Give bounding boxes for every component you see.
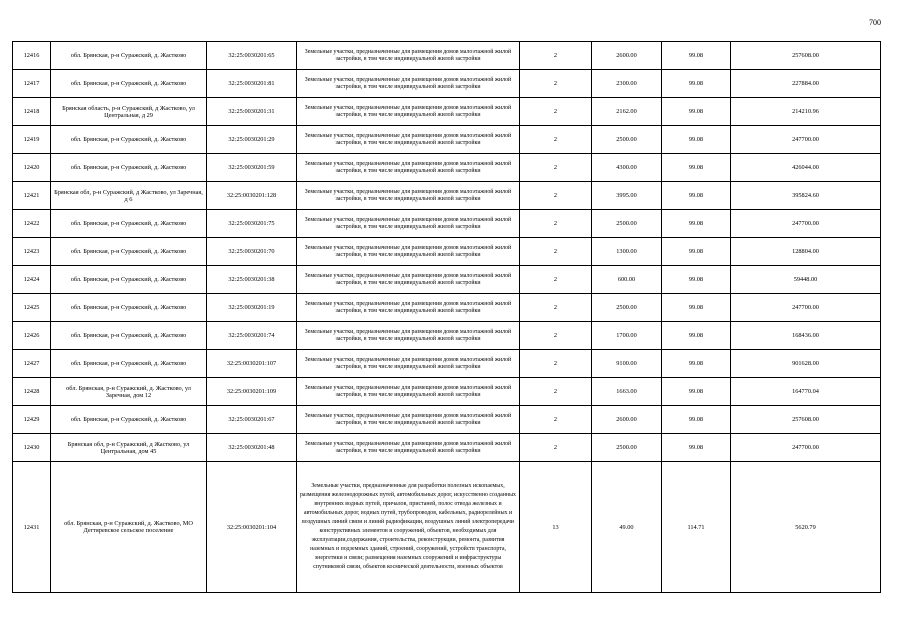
land-use-description-cell: Земельные участки, предназначенные для размещения домов малоэтажной жилой застройки, в том числе индивидуальной жилой застройки: [297, 126, 520, 154]
row-number-cell: 12423: [13, 238, 51, 266]
land-group-cell: 2: [520, 406, 592, 434]
area-cell: 1663.00: [592, 378, 662, 406]
specific-value-cell: 99.08: [662, 154, 731, 182]
cadastral-number-cell: 32:25:0030201:38: [207, 266, 297, 294]
land-group-cell: 2: [520, 434, 592, 462]
land-group-cell: 2: [520, 238, 592, 266]
area-cell: 2162.00: [592, 98, 662, 126]
row-number-cell: 12427: [13, 350, 51, 378]
cadastral-number-cell: 32:25:0030201:65: [207, 42, 297, 70]
address-cell: обл. Брянская, р-н Суражский, д. Жастково: [51, 266, 207, 294]
land-use-description-cell: Земельные участки, предназначенные для размещения домов малоэтажной жилой застройки, в том числе индивидуальной жилой застройки: [297, 42, 520, 70]
table-row: [13, 350, 881, 378]
row-number-cell: 12418: [13, 98, 51, 126]
land-group-cell: 2: [520, 378, 592, 406]
row-number-cell: 12417: [13, 70, 51, 98]
specific-value-cell: 99.08: [662, 266, 731, 294]
table-row: [13, 322, 881, 350]
cadastral-value-cell: 247700.00: [731, 434, 881, 462]
cadastral-number-cell: 32:25:0030201:75: [207, 210, 297, 238]
land-use-description-cell: Земельные участки, предназначенные для размещения домов малоэтажной жилой застройки, в том числе индивидуальной жилой застройки: [297, 98, 520, 126]
registry-table: [12, 41, 881, 593]
area-cell: 1700.00: [592, 322, 662, 350]
address-cell: обл. Брянская, р-н Суражский, д. Жастково: [51, 350, 207, 378]
table-row: [13, 406, 881, 434]
area-cell: 3995.00: [592, 182, 662, 210]
address-cell: обл. Брянская, р-н Суражский, д. Жастково: [51, 42, 207, 70]
specific-value-cell: 99.08: [662, 350, 731, 378]
row-number-cell: 12416: [13, 42, 51, 70]
cadastral-number-cell: 32:25:0030201:70: [207, 238, 297, 266]
table-row: [13, 70, 881, 98]
area-cell: 2300.00: [592, 70, 662, 98]
address-cell: обл. Брянская, р-н Суражский, д. Жастково: [51, 322, 207, 350]
address-cell: Брянская обл, р-н Суражский, д Жастково, ул Заречная, д 6: [51, 182, 207, 210]
land-group-cell: 2: [520, 126, 592, 154]
area-cell: 2500.00: [592, 294, 662, 322]
land-group-cell: 2: [520, 266, 592, 294]
specific-value-cell: 99.08: [662, 98, 731, 126]
row-number-cell: 12421: [13, 182, 51, 210]
area-cell: 1300.00: [592, 238, 662, 266]
address-cell: обл. Брянская, р-н Суражский, д. Жастково: [51, 126, 207, 154]
land-group-cell: 2: [520, 294, 592, 322]
address-cell: Брянская обл, р-н Суражский, д Жастково, ул Центральная, дом 45: [51, 434, 207, 462]
table-row: [13, 126, 881, 154]
cadastral-value-cell: 395824.60: [731, 182, 881, 210]
specific-value-cell: 99.08: [662, 406, 731, 434]
table-row: [13, 210, 881, 238]
area-cell: 9100.00: [592, 350, 662, 378]
address-cell: обл. Брянская, р-н Суражский, д. Жастково: [51, 238, 207, 266]
specific-value-cell: 114.71: [662, 462, 731, 593]
land-use-description-cell: Земельные участки, предназначенные для размещения домов малоэтажной жилой застройки, в том числе индивидуальной жилой застройки: [297, 406, 520, 434]
land-group-cell: 13: [520, 462, 592, 593]
cadastral-number-cell: 32:25:0030201:109: [207, 378, 297, 406]
specific-value-cell: 99.08: [662, 294, 731, 322]
cadastral-number-cell: 32:25:0030201:19: [207, 294, 297, 322]
area-cell: 4300.00: [592, 154, 662, 182]
address-cell: обл. Брянская, р-н Суражский, д. Жастково: [51, 210, 207, 238]
specific-value-cell: 99.08: [662, 182, 731, 210]
row-number-cell: 12428: [13, 378, 51, 406]
area-cell: 2500.00: [592, 126, 662, 154]
land-use-description-cell: Земельные участки, предназначенные для размещения домов малоэтажной жилой застройки, в том числе индивидуальной жилой застройки: [297, 154, 520, 182]
area-cell: 2500.00: [592, 210, 662, 238]
row-number-cell: 12420: [13, 154, 51, 182]
address-cell: обл. Брянская, р-н Суражский, д. Жастково: [51, 154, 207, 182]
cadastral-value-cell: 128804.00: [731, 238, 881, 266]
cadastral-value-cell: 214210.96: [731, 98, 881, 126]
cadastral-value-cell: 168436.00: [731, 322, 881, 350]
land-use-description-cell: Земельные участки, предназначенные для размещения домов малоэтажной жилой застройки, в том числе индивидуальной жилой застройки: [297, 322, 520, 350]
area-cell: 2500.00: [592, 434, 662, 462]
specific-value-cell: 99.08: [662, 210, 731, 238]
address-cell: обл. Брянская, р-н Суражский, д. Жастково: [51, 294, 207, 322]
land-use-description-cell: Земельные участки, предназначенные для размещения домов малоэтажной жилой застройки, в том числе индивидуальной жилой застройки: [297, 266, 520, 294]
land-group-cell: 2: [520, 210, 592, 238]
table-row: [13, 378, 881, 406]
land-use-description-cell: Земельные участки, предназначенные для размещения домов малоэтажной жилой застройки, в том числе индивидуальной жилой застройки: [297, 294, 520, 322]
table-row: [13, 98, 881, 126]
row-number-cell: 12425: [13, 294, 51, 322]
specific-value-cell: 99.08: [662, 126, 731, 154]
cadastral-value-cell: 901628.00: [731, 350, 881, 378]
land-use-description-cell: Земельные участки, предназначенные для размещения домов малоэтажной жилой застройки, в том числе индивидуальной жилой застройки: [297, 70, 520, 98]
cadastral-number-cell: 32:25:0030201:104: [207, 462, 297, 593]
land-group-cell: 2: [520, 154, 592, 182]
land-group-cell: 2: [520, 322, 592, 350]
row-number-cell: 12422: [13, 210, 51, 238]
row-number-cell: 12424: [13, 266, 51, 294]
cadastral-number-cell: 32:25:0030201:128: [207, 182, 297, 210]
area-cell: 2600.00: [592, 406, 662, 434]
land-use-description-cell: Земельные участки, предназначенные для размещения домов малоэтажной жилой застройки, в том числе индивидуальной жилой застройки: [297, 350, 520, 378]
row-number-cell: 12419: [13, 126, 51, 154]
cadastral-number-cell: 32:25:0030201:48: [207, 434, 297, 462]
page-number: 700: [869, 18, 881, 27]
row-number-cell: 12429: [13, 406, 51, 434]
cadastral-number-cell: 32:25:0030201:29: [207, 126, 297, 154]
cadastral-number-cell: 32:25:0030201:74: [207, 322, 297, 350]
land-group-cell: 2: [520, 182, 592, 210]
cadastral-number-cell: 32:25:0030201:59: [207, 154, 297, 182]
cadastral-value-cell: 247700.00: [731, 126, 881, 154]
area-cell: 2600.00: [592, 42, 662, 70]
specific-value-cell: 99.08: [662, 70, 731, 98]
specific-value-cell: 99.08: [662, 434, 731, 462]
area-cell: 600.00: [592, 266, 662, 294]
cadastral-number-cell: 32:25:0030201:107: [207, 350, 297, 378]
table-row: [13, 154, 881, 182]
cadastral-number-cell: 32:25:0030201:67: [207, 406, 297, 434]
table-row: [13, 266, 881, 294]
specific-value-cell: 99.08: [662, 238, 731, 266]
land-use-description-cell: Земельные участки, предназначенные для размещения домов малоэтажной жилой застройки, в том числе индивидуальной жилой застройки: [297, 434, 520, 462]
land-use-description-cell: Земельные участки, предназначенные для размещения домов малоэтажной жилой застройки, в том числе индивидуальной жилой застройки: [297, 182, 520, 210]
cadastral-value-cell: 247700.00: [731, 210, 881, 238]
address-cell: обл. Брянская, р-н Суражский, д. Жастково: [51, 406, 207, 434]
cadastral-value-cell: 257608.00: [731, 42, 881, 70]
specific-value-cell: 99.08: [662, 42, 731, 70]
land-group-cell: 2: [520, 350, 592, 378]
address-cell: Брянская область, р-н Суражский, д Жастково, ул Центральная, д 29: [51, 98, 207, 126]
specific-value-cell: 99.08: [662, 322, 731, 350]
table-row: [13, 294, 881, 322]
address-cell: обл. Брянская, р-н Суражский, д. Жастково, МО Дегтяревское сельское поселение: [51, 462, 207, 593]
cadastral-number-cell: 32:25:0030201:81: [207, 70, 297, 98]
address-cell: обл. Брянская, р-н Суражский, д. Жастково: [51, 70, 207, 98]
cadastral-value-cell: 227884.00: [731, 70, 881, 98]
land-use-description-cell: Земельные участки, предназначенные для размещения домов малоэтажной жилой застройки, в том числе индивидуальной жилой застройки: [297, 238, 520, 266]
cadastral-value-cell: 5620.79: [731, 462, 881, 593]
table-row: [13, 238, 881, 266]
cadastral-value-cell: 59448.00: [731, 266, 881, 294]
land-group-cell: 2: [520, 70, 592, 98]
area-cell: 49.00: [592, 462, 662, 593]
specific-value-cell: 99.08: [662, 378, 731, 406]
cadastral-value-cell: 426044.00: [731, 154, 881, 182]
table-row: [13, 462, 881, 593]
table-row: [13, 42, 881, 70]
row-number-cell: 12431: [13, 462, 51, 593]
cadastral-value-cell: 164770.04: [731, 378, 881, 406]
table-row: [13, 182, 881, 210]
cadastral-number-cell: 32:25:0030201:31: [207, 98, 297, 126]
land-group-cell: 2: [520, 42, 592, 70]
land-use-description-cell: Земельные участки, предназначенные для разработки полезных ископаемых, размещения железнодорожных путей, автомобильных дорог, искусственно созданных внутренних водных путей, причалов, пристаней, полос отвода железных и автомобильных дорог, водных путей, трубопроводов, кабельных, радиорелейных и воздушных линий связи и линий радиофикации, воздушных линий электропередачи конструктивных элементов и сооружений, объектов, необходимых для эксплуатации,содержания, строительства, реконструкции, ремонта, развития наземных и подземных зданий, строений, сооружений, устройств транспорта, энергетики и связи; размещения наземных сооружений и инфраструктуры спутниковой связи, объектов космической деятельности, военных объектов: [297, 462, 520, 593]
row-number-cell: 12426: [13, 322, 51, 350]
table-row: [13, 434, 881, 462]
address-cell: обл. Брянская, р-н Суражский, д. Жастково, ул Заречная, дом 12: [51, 378, 207, 406]
row-number-cell: 12430: [13, 434, 51, 462]
land-use-description-cell: Земельные участки, предназначенные для размещения домов малоэтажной жилой застройки, в том числе индивидуальной жилой застройки: [297, 210, 520, 238]
cadastral-value-cell: 257608.00: [731, 406, 881, 434]
land-group-cell: 2: [520, 98, 592, 126]
cadastral-value-cell: 247700.00: [731, 294, 881, 322]
land-use-description-cell: Земельные участки, предназначенные для размещения домов малоэтажной жилой застройки, в том числе индивидуальной жилой застройки: [297, 378, 520, 406]
